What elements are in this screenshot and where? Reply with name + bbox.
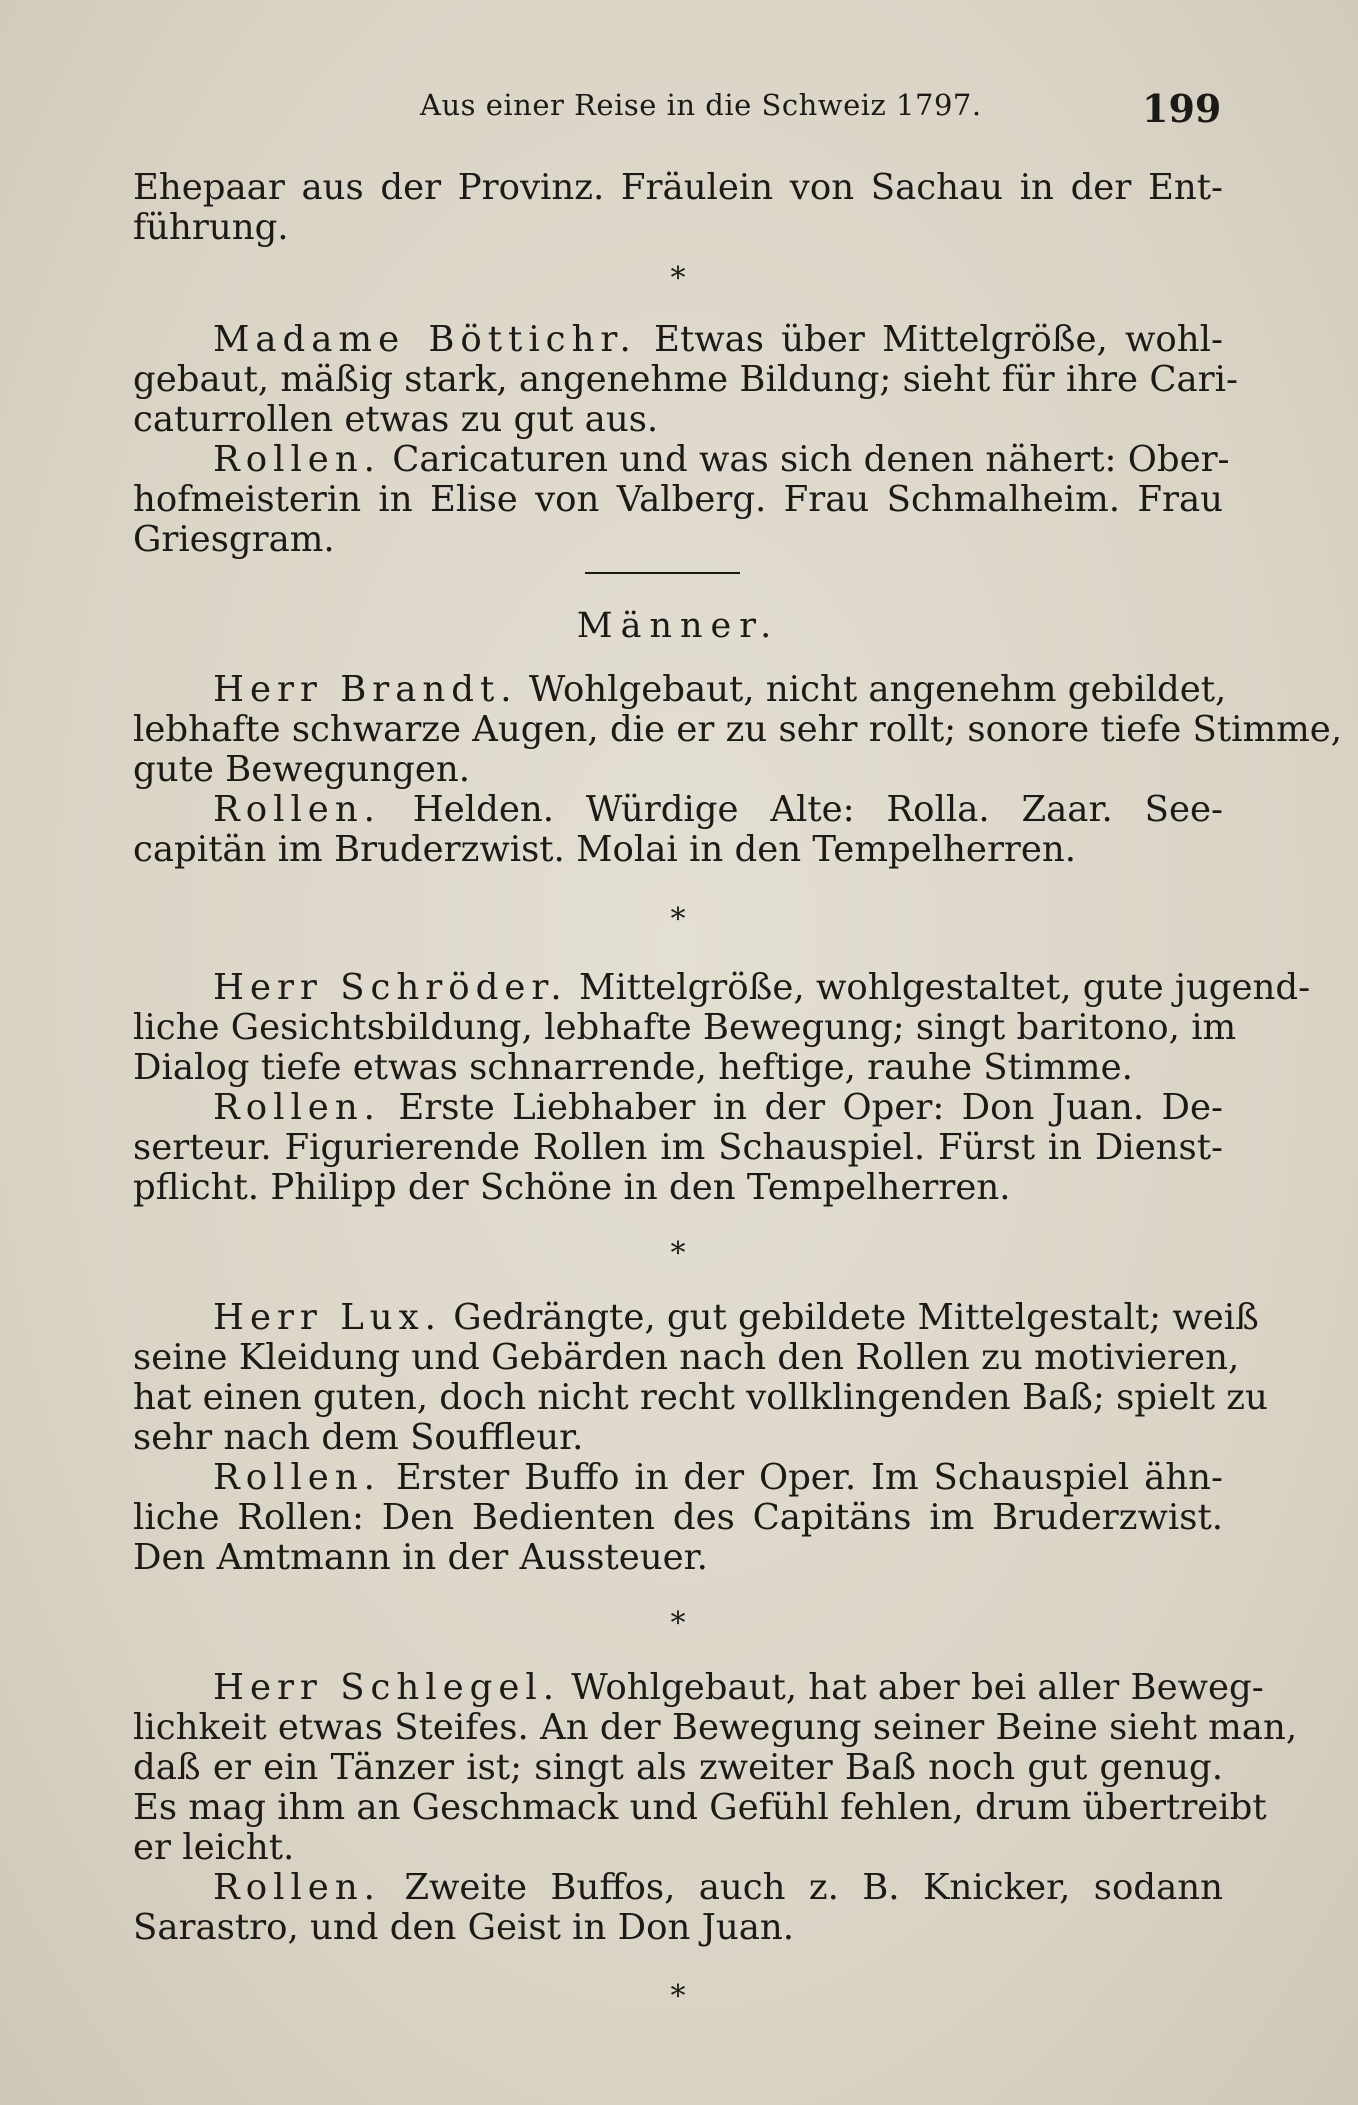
text-line: liche Rollen: Den Bedienten des Capitäns im Bruderzwist. [133,1497,1223,1538]
text-line: hofmeisterin in Elise von Valberg. Frau Schmalheim. Frau [133,479,1223,520]
roles-label: Rollen. [213,439,381,480]
text-line: daß er ein Tänzer ist; singt als zweiter Baß noch gut genug. [133,1747,1223,1788]
entry-first-line [133,1297,1259,1338]
text-line: liche Gesichtsbildung, lebhafte Bewegung; singt baritono, im [133,1007,1237,1048]
actor-name: Herr Schröder. [213,967,568,1008]
page-body [133,167,1343,2032]
page-number: 199 [1142,86,1222,131]
text-line: capitän im Bruderzwist. Molai in den Tempelherren. [133,829,1077,870]
text-line: lebhafte schwarze Augen, die er zu sehr rollt; sonore tiefe Stimme, [133,709,1343,750]
actor-name: Herr Schlegel. [213,1667,560,1708]
roles-text: Caricaturen und was sich denen nähert: Ober- [392,439,1230,480]
text-line: serteur. Figurierende Rollen im Schauspiel. Fürst in Dienst- [133,1127,1223,1168]
text-line: führung. [133,207,289,248]
roles-text: Zweite Buffos, auch z. B. Knicker, sodann [404,1867,1223,1908]
text-line: caturrollen etwas zu gut aus. [133,399,659,440]
roles-first-line [133,790,1223,830]
roles-label: Rollen. [213,1087,381,1128]
text-line: Ehepaar aus der Provinz. Fräulein von Sachau in der Ent- [133,167,1223,208]
text-line: sehr nach dem Souffleur. [133,1417,584,1458]
text-line: gebaut, mäßig stark, angenehme Bildung; sieht für ihre Cari- [133,359,1238,400]
roles-label: Rollen. [213,789,381,830]
entry-first-line [133,320,1223,360]
asterisk-separator: * [670,1606,686,1641]
roles-text: Helden. Würdige Alte: Rolla. Zaar. See- [412,789,1223,830]
actor-name: Herr Lux. [213,1297,442,1338]
roles-first-line [133,1088,1223,1128]
entry-text: Wohlgebaut, hat aber bei aller Beweg- [571,1667,1264,1708]
running-head: Aus einer Reise in die Schweiz 1797. [420,88,982,122]
text-line: Den Amtmann in der Aussteuer. [133,1537,708,1578]
entry-text: Etwas über Mittelgröße, wohl- [654,319,1223,360]
roles-first-line [133,439,1230,480]
roles-text: Erste Liebhaber in der Oper: Don Juan. De- [398,1087,1223,1128]
text-line: Griesgram. [133,519,335,560]
asterisk-separator: * [670,261,686,296]
entry-first-line [133,669,1227,710]
text-line: gute Bewegungen. [133,749,470,790]
entry-text: Wohlgebaut, nicht angenehm gebildet, [528,669,1227,710]
entry-first-line [133,1667,1264,1708]
roles-label: Rollen. [213,1867,381,1908]
roles-first-line [133,1458,1223,1498]
text-line: Sarastro, und den Geist in Don Juan. [133,1907,795,1948]
text-line: Dialog tiefe etwas schnarrende, heftige, rauhe Stimme. [133,1047,1133,1088]
text-line: seine Kleidung und Gebärden nach den Rollen zu motivieren, [133,1337,1240,1378]
entry-text: Gedrängte, gut gebildete Mittelgestalt; weiß [453,1297,1259,1338]
text-line: lichkeit etwas Steifes. An der Bewegung seiner Beine sieht man, [133,1707,1298,1748]
text-line: er leicht. [133,1827,295,1868]
roles-text: Erster Buffo in der Oper. Im Schauspiel ähn- [395,1457,1223,1498]
text-line: Es mag ihm an Geschmack und Gefühl fehlen, drum übertreibt [133,1787,1267,1828]
text-line: pflicht. Philipp der Schöne in den Tempelherren. [133,1167,1011,1208]
asterisk-separator: * [670,902,686,937]
asterisk-separator: * [670,1979,686,2014]
text-line: hat einen guten, doch nicht recht vollklingenden Baß; spielt zu [133,1377,1268,1418]
entry-text: Mittelgröße, wohlgestaltet, gute jugend- [578,967,1311,1008]
roles-label: Rollen. [213,1457,381,1498]
roles-first-line [133,1868,1223,1908]
section-rule [133,560,1223,580]
actor-name: Madame Böttichr. [213,319,637,360]
actor-name: Herr Brandt. [213,669,518,710]
entry-first-line [133,967,1311,1008]
section-heading: Männer. [576,606,780,646]
asterisk-separator: * [670,1236,686,1271]
